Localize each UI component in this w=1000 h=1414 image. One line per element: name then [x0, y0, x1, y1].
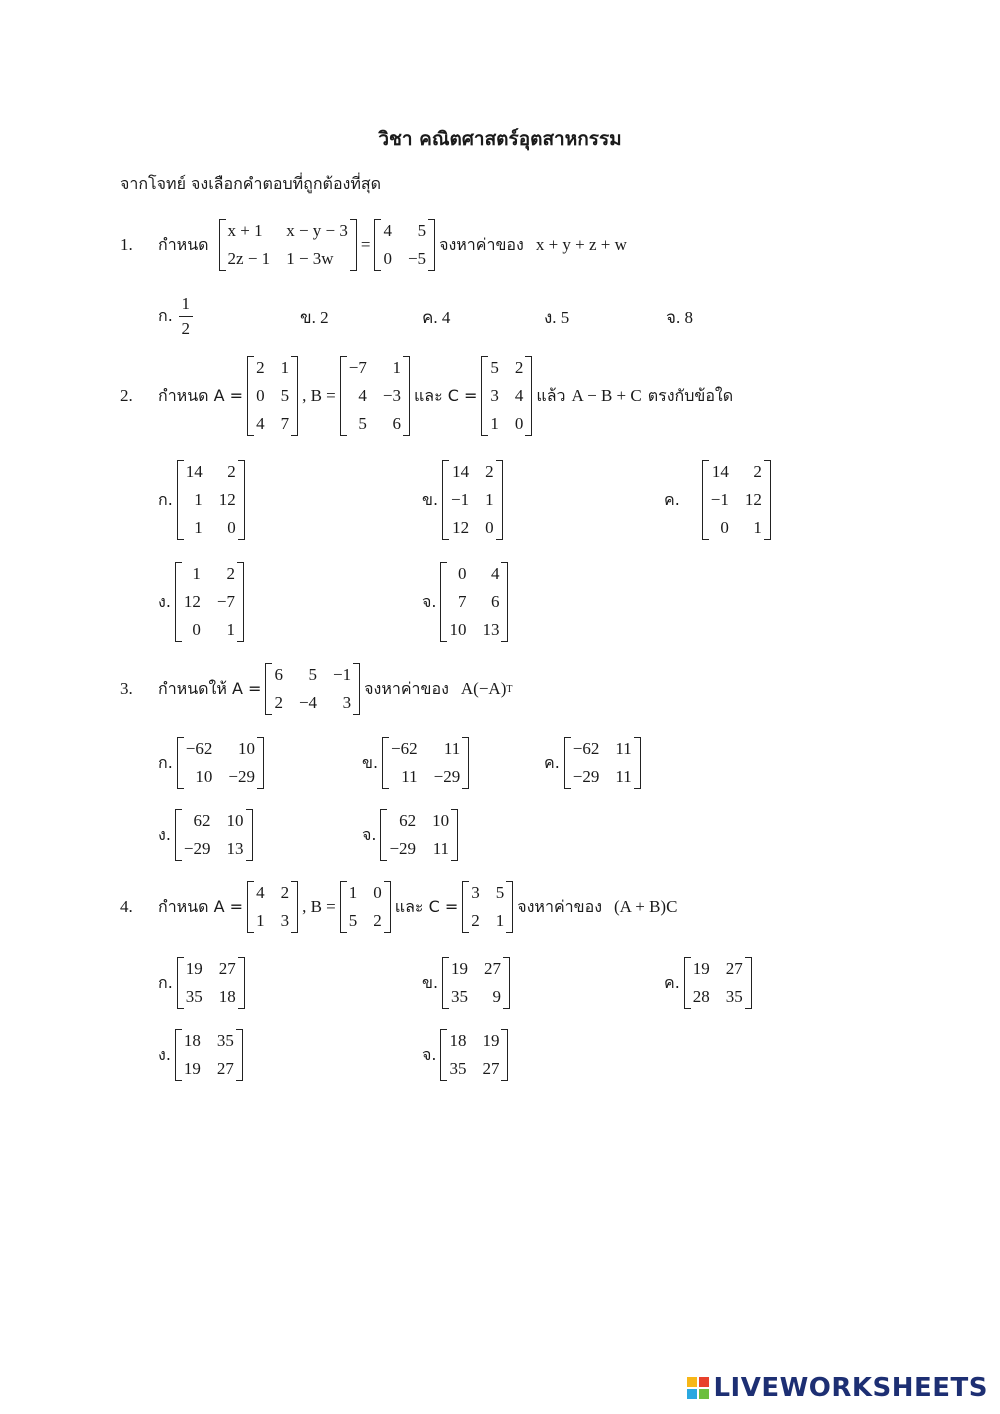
option-1e[interactable]: จ. 8: [666, 308, 693, 327]
matrix-cell: 6: [490, 592, 500, 611]
matrix-cell: 6: [274, 665, 283, 684]
option-matrix: [442, 460, 503, 540]
matrix-cell: 11: [401, 767, 418, 786]
matrix-cell: −29: [572, 767, 600, 786]
matrix-cell: 5: [495, 883, 505, 902]
option-matrix: [177, 737, 264, 789]
question-ask: ตรงกับข้อใด: [647, 385, 734, 405]
option-matrix: [440, 562, 508, 642]
matrix-cell: 11: [615, 767, 632, 786]
matrix-cell: 1: [485, 490, 494, 509]
matrix-cell: −62: [185, 739, 213, 758]
matrix-cell: 4: [256, 414, 265, 433]
question-number: 1.: [120, 235, 133, 254]
matrix-cell: 27: [484, 959, 502, 978]
separator-b: , B =: [302, 897, 336, 916]
separator-c: และ C =: [413, 385, 478, 405]
matrix-cell: 1: [753, 518, 762, 537]
matrix-cell: 1: [194, 490, 203, 509]
fraction-denominator: 2: [181, 318, 191, 338]
matrix-cell: 11: [443, 739, 461, 758]
matrix-cell: 19: [451, 959, 469, 978]
option-label: จ.: [422, 1044, 437, 1064]
matrix-cell: 27: [482, 1059, 500, 1078]
question-text: กำหนด A =: [158, 896, 244, 916]
matrix-right: [374, 219, 435, 271]
matrix-cell: 14: [185, 462, 203, 481]
matrix-cell: 27: [216, 1059, 234, 1078]
page-title: วิชา คณิตศาสตร์อุตสาหกรรม: [378, 128, 622, 150]
matrix-cell: 10: [195, 767, 213, 786]
matrix-cell: 14: [711, 462, 729, 481]
option-label: จ.: [362, 824, 377, 844]
matrix-cell: 19: [185, 959, 203, 978]
matrix-cell: 4: [490, 564, 500, 583]
fraction: [179, 294, 193, 339]
matrix-cell: 1: [490, 414, 499, 433]
matrix-cell: 12: [183, 592, 201, 611]
matrix-cell: 1: [256, 911, 265, 930]
matrix-a: [247, 881, 298, 933]
question-1: [120, 218, 627, 272]
matrix-cell: 14: [452, 462, 470, 481]
option-matrix: [702, 460, 771, 540]
matrix-cell: 10: [449, 620, 467, 639]
matrix-cell: 0: [256, 386, 265, 405]
matrix-cell: 2: [485, 462, 494, 481]
option-4e[interactable]: [422, 1028, 512, 1082]
option-3e[interactable]: [362, 808, 462, 862]
matrix-cell: 12: [452, 518, 470, 537]
matrix-cell: 27: [725, 959, 743, 978]
matrix-c: [462, 881, 513, 933]
option-matrix: [175, 809, 253, 861]
separator-c: และ C =: [394, 896, 459, 916]
matrix-cell: 1: [192, 564, 201, 583]
option-matrix: [382, 737, 469, 789]
option-label: จ.: [422, 591, 437, 611]
fraction-numerator: 1: [181, 293, 191, 313]
matrix-cell: 1: [348, 883, 358, 902]
logo-icon: [687, 1377, 709, 1399]
question-4: [120, 880, 677, 934]
matrix-cell: −29: [228, 767, 255, 786]
question-number: 2.: [120, 386, 133, 405]
question-then: แล้ว: [536, 385, 566, 405]
matrix-cell: −4: [298, 693, 318, 712]
matrix-cell: 2: [274, 693, 283, 712]
option-matrix: [440, 1029, 508, 1081]
matrix-cell: 2: [256, 358, 265, 377]
matrix-cell: −29: [183, 839, 211, 858]
option-label: ค.: [544, 752, 560, 772]
matrix-cell: 18: [183, 1031, 201, 1050]
matrix-cell: −29: [433, 767, 461, 786]
question-3: [120, 662, 512, 716]
matrix-cell: 62: [193, 811, 211, 830]
matrix-cell: −5: [407, 249, 427, 268]
matrix-cell: 2z − 1: [227, 249, 271, 268]
option-label: ง.: [158, 591, 171, 611]
matrix-cell: 0: [373, 883, 382, 902]
matrix-cell: 4: [256, 883, 265, 902]
matrix-cell: x − y − 3: [286, 221, 348, 240]
matrix-cell: 0: [720, 518, 729, 537]
matrix-cell: 5: [417, 221, 427, 240]
option-matrix: [177, 957, 245, 1009]
matrix-cell: 11: [432, 839, 450, 858]
matrix-cell: 19: [183, 1059, 201, 1078]
matrix-cell: x + 1: [227, 221, 263, 240]
matrix-cell: 2: [514, 358, 524, 377]
matrix-cell: 2: [280, 883, 290, 902]
matrix-cell: 35: [451, 987, 469, 1006]
matrix-cell: 18: [218, 987, 236, 1006]
option-label: ก.: [158, 752, 173, 772]
matrix-left: [219, 219, 357, 271]
matrix-cell: 12: [744, 490, 762, 509]
question-text: กำหนด: [158, 234, 209, 254]
matrix-cell: 1: [194, 518, 203, 537]
matrix-a: [247, 356, 298, 436]
matrix-cell: 2: [227, 462, 236, 481]
matrix-cell: 6: [392, 414, 401, 433]
question-text: กำหนดให้ A =: [158, 678, 262, 698]
question-ask: จงหาค่าของ: [364, 678, 449, 698]
liveworksheets-logo: [687, 1373, 988, 1403]
matrix-cell: 62: [399, 811, 417, 830]
instruction: จากโจทย์ จงเลือกคำตอบที่ถูกต้องที่สุด: [120, 174, 382, 193]
equals-sign: =: [360, 235, 371, 254]
option-4d[interactable]: [158, 1028, 247, 1082]
matrix-cell: −7: [216, 592, 235, 611]
matrix-cell: 2: [753, 462, 762, 481]
matrix-cell: 9: [492, 987, 502, 1006]
matrix-cell: 0: [485, 518, 494, 537]
option-matrix: [684, 957, 752, 1009]
matrix-cell: 3: [471, 883, 480, 902]
matrix-cell: −3: [382, 386, 401, 405]
separator-b: , B =: [302, 386, 336, 405]
option-2a[interactable]: [158, 458, 249, 542]
matrix-cell: 0: [227, 518, 236, 537]
option-label: ค.: [664, 489, 680, 509]
matrix-cell: 10: [432, 811, 450, 830]
matrix-cell: 10: [237, 739, 255, 758]
matrix-cell: 5: [490, 358, 499, 377]
matrix-cell: 11: [615, 739, 632, 758]
matrix-cell: 10: [226, 811, 244, 830]
logo-text: LIVEWORKSHEETS: [713, 1373, 988, 1403]
matrix-cell: 3: [342, 693, 352, 712]
matrix-cell: 5: [358, 414, 367, 433]
question-text: กำหนด A =: [158, 385, 244, 405]
matrix-cell: 4: [514, 386, 524, 405]
matrix-cell: 27: [218, 959, 236, 978]
matrix-cell: 28: [692, 987, 710, 1006]
matrix-cell: −7: [348, 358, 367, 377]
matrix-c: [481, 356, 532, 436]
option-1d[interactable]: ง. 5: [544, 308, 570, 327]
matrix-cell: 35: [216, 1031, 234, 1050]
option-3a[interactable]: [158, 736, 268, 790]
option-2c[interactable]: [664, 458, 775, 542]
matrix-cell: 35: [449, 1059, 467, 1078]
option-label: ข.: [362, 752, 379, 772]
option-label: ง.: [158, 824, 171, 844]
transpose-superscript: T: [506, 683, 513, 695]
option-matrix: [177, 460, 245, 540]
option-label: ข.: [422, 489, 439, 509]
option-label: ค.: [664, 972, 680, 992]
option-4c[interactable]: [664, 956, 756, 1010]
matrix-cell: 4: [358, 386, 367, 405]
question-expression: A − B + C: [571, 386, 642, 405]
option-label: ก.: [158, 489, 173, 509]
matrix-cell: 2: [226, 564, 235, 583]
matrix-cell: 1: [392, 358, 401, 377]
matrix-cell: 1: [226, 620, 235, 639]
matrix-cell: 7: [280, 414, 290, 433]
option-3c[interactable]: [544, 736, 645, 790]
matrix-cell: 7: [457, 592, 467, 611]
option-matrix: [175, 562, 244, 642]
option-matrix: [175, 1029, 243, 1081]
question-number: 3.: [120, 679, 133, 698]
option-2e[interactable]: [422, 560, 512, 644]
matrix-cell: 0: [383, 249, 392, 268]
question-ask: จงหาค่าของ: [439, 234, 524, 254]
matrix-b: [340, 881, 391, 933]
option-2d[interactable]: [158, 560, 248, 644]
matrix-cell: 0: [514, 414, 524, 433]
matrix-cell: −1: [710, 490, 729, 509]
matrix-cell: 0: [457, 564, 467, 583]
option-1b[interactable]: ข. 2: [300, 308, 329, 327]
question-2: [120, 356, 733, 436]
matrix-cell: −1: [333, 665, 352, 684]
option-label: ง.: [158, 1044, 171, 1064]
matrix-cell: 19: [482, 1031, 500, 1050]
matrix-cell: 1: [280, 358, 290, 377]
matrix-cell: 0: [192, 620, 201, 639]
matrix-cell: 5: [280, 386, 290, 405]
question-ask: จงหาค่าของ: [517, 896, 602, 916]
matrix-cell: 18: [449, 1031, 467, 1050]
question-expression: x + y + z + w: [535, 235, 627, 254]
matrix-cell: 12: [218, 490, 236, 509]
matrix-cell: 35: [185, 987, 203, 1006]
matrix-cell: −1: [451, 490, 470, 509]
question-number: 4.: [120, 897, 133, 916]
option-matrix: [564, 737, 641, 789]
matrix-cell: 4: [383, 221, 392, 240]
matrix-a: [265, 663, 360, 715]
matrix-cell: 5: [308, 665, 318, 684]
matrix-b: [340, 356, 410, 436]
matrix-cell: 2: [471, 911, 480, 930]
option-label: ก.: [158, 305, 173, 325]
option-1c[interactable]: ค. 4: [422, 308, 451, 327]
matrix-cell: 19: [692, 959, 710, 978]
option-2b[interactable]: [422, 458, 507, 542]
matrix-cell: 13: [226, 839, 244, 858]
matrix-cell: 1: [495, 911, 505, 930]
matrix-cell: 13: [482, 620, 500, 639]
question-expression: A(−A): [460, 679, 507, 698]
matrix-cell: 5: [348, 911, 358, 930]
question-expression: (A + B)C: [614, 897, 678, 916]
option-label: ก.: [158, 972, 173, 992]
option-4b[interactable]: [422, 956, 514, 1010]
matrix-cell: 3: [280, 911, 290, 930]
option-4a[interactable]: [158, 956, 249, 1010]
matrix-cell: 35: [725, 987, 743, 1006]
option-3d[interactable]: [158, 808, 257, 862]
option-3b[interactable]: [362, 736, 473, 790]
matrix-cell: 3: [490, 386, 499, 405]
matrix-cell: 2: [373, 911, 382, 930]
option-matrix: [380, 809, 458, 861]
matrix-cell: −62: [391, 739, 418, 758]
matrix-cell: −62: [572, 739, 600, 758]
option-1a[interactable]: [158, 292, 193, 340]
option-matrix: [442, 957, 510, 1009]
matrix-cell: 1 − 3w: [286, 249, 334, 268]
matrix-cell: −29: [389, 839, 417, 858]
option-label: ข.: [422, 972, 439, 992]
